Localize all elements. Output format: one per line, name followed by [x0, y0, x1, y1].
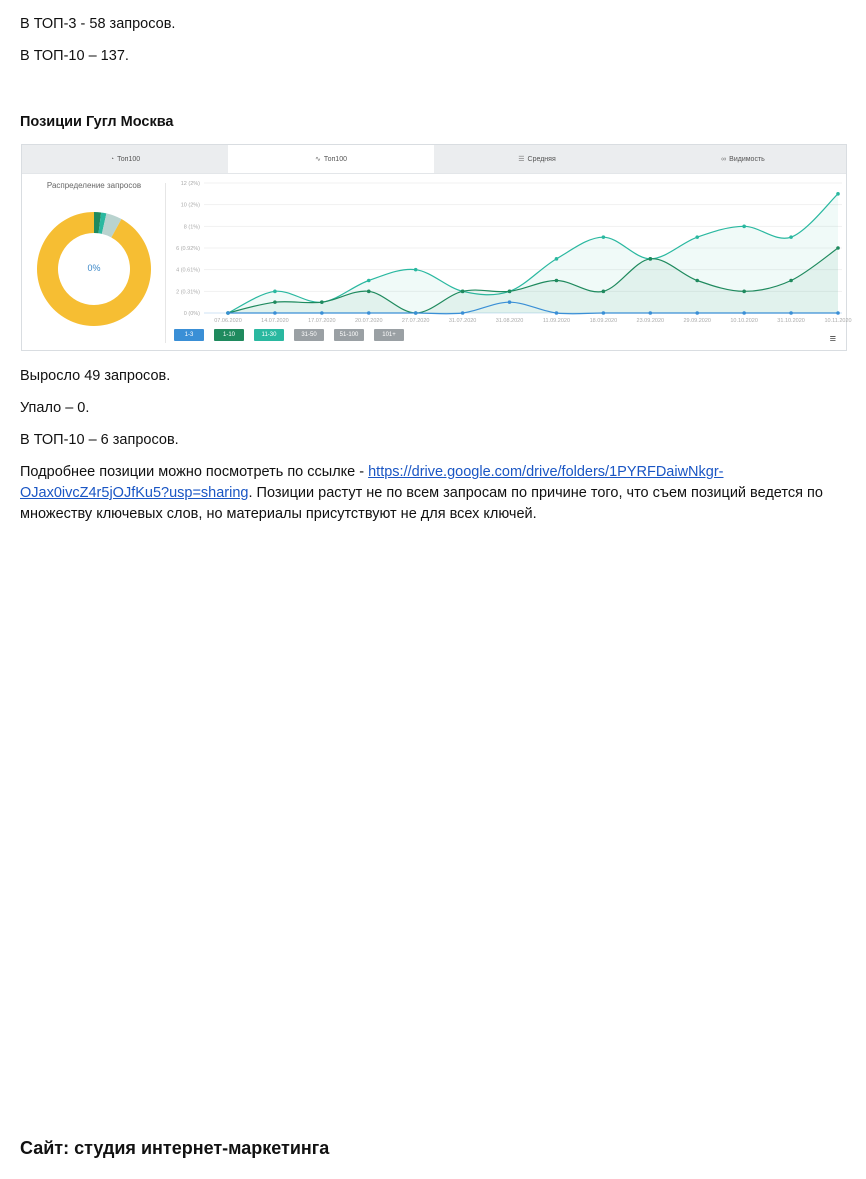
positions-widget: [21, 144, 852, 351]
series-point-11-30: [555, 257, 559, 261]
x-tick-label: 31.10.2020: [777, 318, 805, 324]
series-point-1-10: [461, 290, 465, 294]
y-tick-label: 4 (0.61%): [176, 267, 200, 274]
series-point-1-3: [742, 311, 746, 315]
x-tick-label: 31.08.2020: [495, 318, 524, 324]
series-point-1-10: [742, 290, 746, 294]
y-tick-label: 12 (2%): [180, 181, 200, 187]
glasses-icon: ∞: [721, 155, 727, 163]
grew-line: Выросло 49 запросов.: [20, 368, 171, 384]
tab-label: Средняя: [527, 155, 556, 163]
y-tick-label: 0 (0%): [183, 311, 200, 317]
details-prefix: Подробнее позиции можно посмотреть по ссылке -: [20, 464, 369, 480]
chart-legend: [174, 329, 404, 341]
series-point-1-3: [273, 311, 277, 315]
series-point-1-3: [555, 311, 559, 315]
tab-label: Видимость: [729, 155, 765, 163]
widget-tabs: [22, 145, 846, 174]
legend-chip-1-10[interactable]: 1-10: [214, 329, 244, 341]
x-tick-label: 11.09.2020: [542, 318, 571, 324]
x-tick-label: 20.07.2020: [355, 318, 383, 324]
series-point-11-30: [367, 279, 371, 283]
y-tick-label: 10 (2%): [180, 202, 200, 209]
details-paragraph: [20, 462, 850, 525]
series-point-11-30: [414, 268, 418, 272]
tab-visibility[interactable]: [640, 145, 846, 173]
donut-title: Распределение запросов: [46, 181, 142, 190]
series-point-11-30: [789, 235, 793, 239]
x-tick-label: 07.06.2020: [214, 318, 242, 324]
line-chart-icon: ∿: [315, 156, 321, 163]
series-point-1-3: [508, 300, 512, 304]
tab-label: Топ100: [323, 155, 347, 163]
series-point-1-3: [226, 311, 230, 315]
series-point-11-30: [602, 235, 606, 239]
series-point-1-3: [695, 311, 699, 315]
series-point-1-3: [367, 311, 371, 315]
details-suffix-2: множеству ключевых слов, но материалы присутствуют не для всех ключей.: [20, 506, 537, 522]
series-point-1-3: [461, 311, 465, 315]
x-tick-label: 10.11.2020: [824, 318, 852, 324]
donut-center-label: 0%: [87, 263, 101, 273]
series-point-1-10: [555, 279, 559, 283]
series-point-1-10: [273, 300, 277, 304]
tab-top100-pie[interactable]: [22, 145, 228, 173]
drive-link[interactable]: https://drive.google.com/drive/folders/1PYRFDaiwNkgr-: [368, 464, 724, 480]
series-point-1-3: [414, 311, 418, 315]
x-tick-label: 18.09.2020: [589, 318, 618, 324]
series-point-1-10: [695, 279, 699, 283]
list-icon: ☰: [518, 156, 525, 163]
legend-chip-31-50[interactable]: 31-50: [294, 329, 324, 341]
tab-top100-line[interactable]: [228, 145, 434, 173]
top10-line: В ТОП-10 – 137.: [20, 48, 129, 64]
top10-count-line: В ТОП-10 – 6 запросов.: [20, 432, 179, 448]
hamburger-icon[interactable]: ≡: [829, 333, 836, 345]
series-point-1-3: [649, 311, 653, 315]
tab-average[interactable]: [434, 145, 640, 173]
section-heading: Позиции Гугл Москва: [20, 114, 174, 130]
series-point-1-3: [836, 311, 840, 315]
x-tick-label: 23.09.2020: [636, 318, 665, 324]
pie-icon: ◔: [109, 155, 115, 163]
y-tick-label: 6 (0.92%): [176, 246, 200, 252]
series-point-1-10: [836, 246, 840, 250]
series-point-1-3: [320, 311, 324, 315]
series-point-11-30: [695, 235, 699, 239]
series-point-1-3: [789, 311, 793, 315]
x-tick-label: 17.07.2020: [308, 318, 336, 324]
y-tick-label: 8 (1%): [183, 224, 200, 231]
x-tick-label: 29.09.2020: [683, 318, 711, 324]
series-point-1-10: [367, 290, 371, 294]
series-point-1-10: [602, 290, 606, 294]
details-suffix: . Позиции растут не по всем запросам по причине того, что съем позиций ведется по: [248, 485, 823, 501]
series-point-1-3: [602, 311, 606, 315]
top3-line: В ТОП-3 - 58 запросов.: [20, 16, 176, 32]
series-point-1-10: [320, 300, 324, 304]
drive-link-continued[interactable]: OJax0ivcZ4r5jOJfKu5?usp=sharing: [20, 485, 249, 501]
series-point-11-30: [273, 290, 277, 294]
fell-line: Упало – 0.: [20, 400, 90, 416]
tab-label: Топ100: [117, 155, 141, 163]
legend-chip-101plus[interactable]: 101+: [374, 329, 404, 341]
series-point-1-10: [649, 257, 653, 261]
x-tick-label: 27.07.2020: [401, 318, 430, 324]
series-point-11-30: [742, 225, 746, 229]
series-point-1-10: [789, 279, 793, 283]
x-tick-label: 10.10.2020: [730, 318, 758, 324]
x-tick-label: 31.07.2020: [448, 318, 477, 324]
line-chart: [166, 173, 852, 324]
y-tick-label: 2 (0.31%): [176, 289, 200, 296]
legend-chip-11-30[interactable]: 11-30: [254, 329, 284, 341]
footer-title: Сайт: студия интернет-маркетинга: [20, 1138, 330, 1158]
legend-chip-51-100[interactable]: 51-100: [334, 329, 364, 341]
legend-chip-1-3[interactable]: 1-3: [174, 329, 204, 341]
x-tick-label: 14.07.2020: [261, 318, 289, 324]
series-point-11-30: [836, 192, 840, 196]
series-point-1-10: [508, 290, 512, 294]
